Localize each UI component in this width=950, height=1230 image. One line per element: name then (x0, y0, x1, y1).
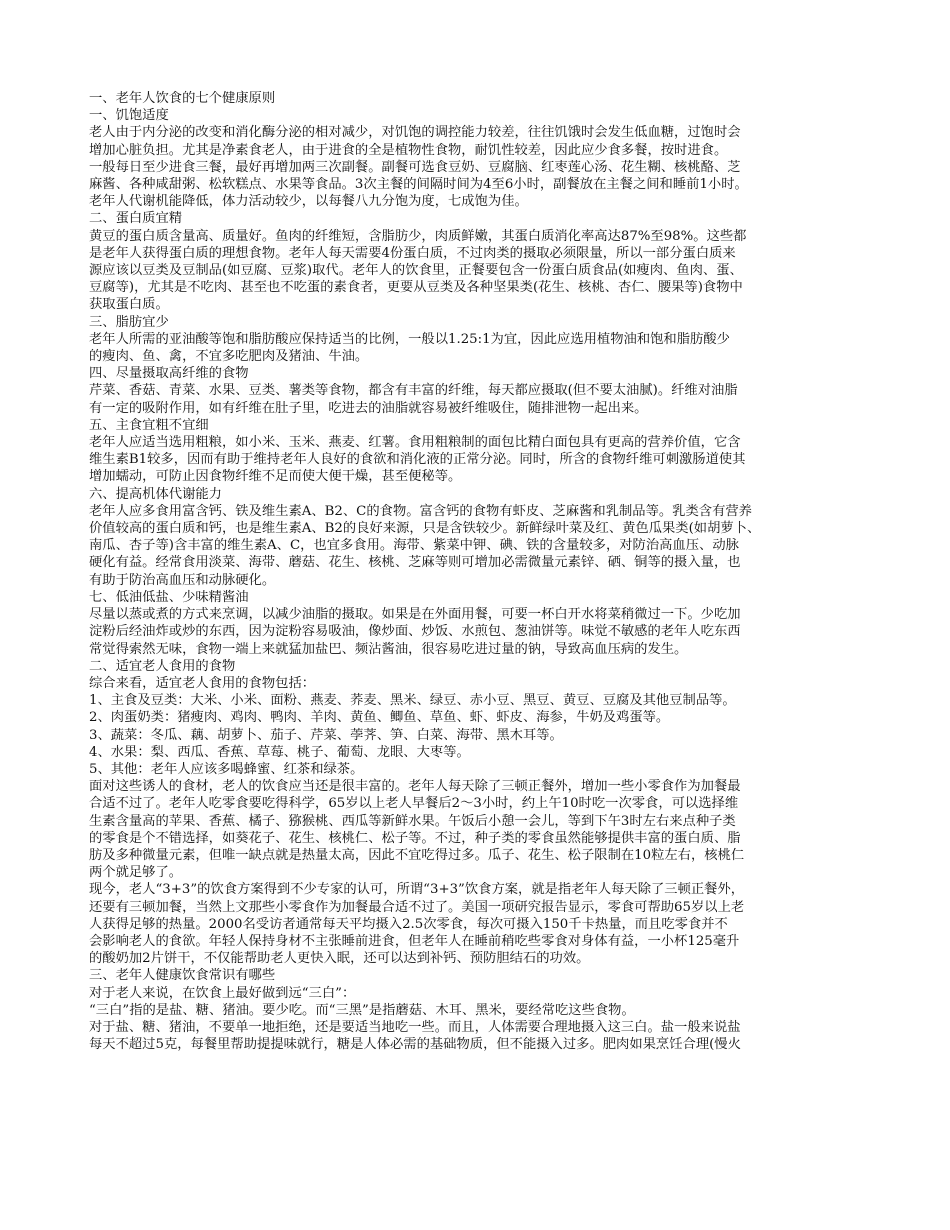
paragraph-line: 的瘦肉、鱼、禽，不宜多吃肥肉及猪油、牛油。 (89, 349, 369, 365)
paragraph-line: “三白”指的是盐、糖、猪油。要少吃。而“三黑”是指蘑菇、木耳、黑米，要经常吃这些食物。 (89, 1002, 635, 1018)
list-item: 5、其他：老年人应该多喝蜂蜜、红茶和绿茶。 (89, 761, 364, 777)
paragraph-line: 有助于防治高血压和动脉硬化。 (89, 572, 276, 588)
paragraph-line: 对于老人来说，在饮食上最好做到远“三白”： (89, 985, 356, 1001)
paragraph-line: 获取蛋白质。 (89, 297, 169, 313)
section-heading: 四、尽量摄取高纤维的食物 (89, 366, 249, 382)
paragraph-line: 硬化有益。经常食用淡菜、海带、蘑菇、花生、核桃、芝麻等则可增加必需微量元素锌、硒、铜等的摄入量，也 (89, 555, 741, 571)
paragraph-line: 是老年人获得蛋白质的理想食物。老年人每天需要4份蛋白质，不过肉类的摄取必须限量，所以一部分蛋白质来 (89, 245, 736, 261)
paragraph-line: 尽量以蒸或煮的方式来烹调，以减少油脂的摄取。如果是在外面用餐，可要一杯白开水将菜稍微过一下。少吃加 (89, 607, 741, 623)
paragraph-line: 源应该以豆类及豆制品(如豆腐、豆浆)取代。老年人的饮食里，正餐要包含一份蛋白质食品(如瘦肉、鱼肉、蛋、 (89, 263, 743, 279)
paragraph-line: 每天不超过5克，每餐里帮助提提味就行，糖是人体必需的基础物质，但不能摄入过多。肥肉如果烹饪合理(慢火 (89, 1037, 741, 1053)
paragraph-line: 价值较高的蛋白质和钙，也是维生素A、B2的良好来源，只是含铁较少。新鲜绿叶菜及红、黄色瓜果类(如胡萝卜、 (89, 521, 761, 537)
paragraph-line: 会影响老人的食欲。年轻人保持身材不主张睡前进食，但老年人在睡前稍吃些零食对身体有益，一小杯125毫升 (89, 933, 740, 949)
paragraph-line: 增加蠕动，可防止因食物纤维不足而使大便干燥，甚至便秘等。 (89, 469, 462, 485)
paragraph-line: 淀粉后经油炸或炒的东西，因为淀粉容易吸油，像炒面、炒饭、水煎包、葱油饼等。味觉不敏感的老年人吃东西 (89, 624, 741, 640)
list-item: 1、主食及豆类：大米、小米、面粉、燕麦、荞麦、黑米、绿豆、赤小豆、黑豆、黄豆、豆腐及其他豆制品等。 (89, 693, 736, 709)
paragraph-line: 南瓜、杏子等)含丰富的维生素A、C，也宜多食用。海带、紫菜中钾、碘、铁的含量较多，对防治高血压、动脉 (89, 538, 739, 554)
paragraph-line: 现今，老人“3+3”的饮食方案得到不少专家的认可，所谓“3+3”饮食方案，就是指老年人每天除了三顿正餐外， (89, 882, 745, 898)
paragraph-line: 维生素B1较多，因而有助于维持老年人良好的食欲和消化液的正常分泌。同时，所含的食物纤维可刺激肠道使其 (89, 452, 746, 468)
paragraph-line: 对于盐、糖、猪油，不要单一地拒绝，还是要适当地吃一些。而且，人体需要合理地摄入这三白。盐一般来说盐 (89, 1019, 741, 1035)
section-heading: 七、低油低盐、少味精酱油 (89, 589, 249, 605)
paragraph-line: 面对这些诱人的食材，老人的饮食应当还是很丰富的。老年人每天除了三顿正餐外，增加一些小零食作为加餐最 (89, 779, 741, 795)
paragraph-line: 黄豆的蛋白质含量高、质量好。鱼肉的纤维短，含脂肪少，肉质鲜嫩，其蛋白质消化率高达87%至98%。这些都 (89, 228, 747, 244)
section-heading: 二、适宜老人食用的食物 (89, 658, 236, 674)
paragraph-line: 的零食是个不错选择，如葵花子、花生、核桃仁、松子等。不过，种子类的零食虽然能够提供丰富的蛋白质、脂 (89, 830, 741, 846)
paragraph-line: 增加心脏负担。尤其是净素食老人，由于进食的全是植物性食物，耐饥性较差，因此应少食多餐，按时进食。 (89, 142, 728, 158)
section-heading: 三、脂肪宜少 (89, 314, 169, 330)
paragraph-line: 豆腐等)，尤其是不吃肉、甚至也不吃蛋的素食者，更要从豆类及各种坚果类(花生、核桃、杏仁、腰果等)食物中 (89, 280, 743, 296)
paragraph-line: 的酸奶加2片饼干，不仅能帮助老人更快入眠，还可以达到补钙、预防胆结石的功效。 (89, 951, 590, 967)
paragraph-line: 老人由于内分泌的改变和消化酶分泌的相对减少，对饥饱的调控能力较差，往往饥饿时会发生低血糖，过饱时会 (89, 125, 741, 141)
paragraph-line: 生素含量高的苹果、香蕉、橘子、猕猴桃、西瓜等新鲜水果。午饭后小憩一会儿，等到下午3时左右来点种子类 (89, 813, 736, 829)
paragraph-line: 肪及多种微量元素，但唯一缺点就是热量太高，因此不宜吃得过多。瓜子、花生、松子限制在10粒左右，核桃仁 (89, 847, 745, 863)
paragraph-line: 老年人所需的亚油酸等饱和脂肪酸应保持适当的比例，一般以1.25:1为宜，因此应选用植物油和饱和脂肪酸少 (89, 331, 730, 347)
paragraph-line: 老年人代谢机能降低，体力活动较少，以每餐八九分饱为度，七成饱为佳。 (89, 194, 528, 210)
paragraph-line: 常觉得索然无味，食物一端上来就猛加盐巴、频沾酱油，很容易吃进过量的钠，导致高血压病的发生。 (89, 641, 688, 657)
section-heading: 五、主食宜粗不宜细 (89, 417, 209, 433)
list-item: 4、水果：梨、西瓜、香蕉、草莓、桃子、葡萄、龙眼、大枣等。 (89, 744, 470, 760)
paragraph-line: 老年人应多食用富含钙、铁及维生素A、B2、C的食物。富含钙的食物有虾皮、芝麻酱和乳制品等。乳类含有营养 (89, 503, 752, 519)
doc-heading: 一、老年人饮食的七个健康原则 (89, 91, 276, 106)
paragraph-line: 人获得足够的热量。2000名受访者通常每天平均摄入2.5次零食，每次可摄入150千卡热量，而且吃零食并不 (89, 916, 728, 932)
paragraph-line: 有一定的吸附作用，如有纤维在肚子里，吃进去的油脂就容易被纤维吸住，随排泄物一起出来。 (89, 400, 648, 416)
section-heading: 一、饥饱适度 (89, 108, 169, 124)
paragraph-line: 芹菜、香菇、青菜、水果、豆类、薯类等食物，都含有丰富的纤维，每天都应摄取(但不要太油腻)。纤维对油脂 (89, 383, 738, 399)
paragraph-line: 一般每日至少进食三餐，最好再增加两三次副餐。副餐可选食豆奶、豆腐脑、红枣莲心汤、花生糊、核桃酪、芝 (89, 159, 741, 175)
section-heading: 二、蛋白质宜精 (89, 211, 183, 227)
list-item: 3、蔬菜：冬瓜、藕、胡萝卜、茄子、芹菜、荸荠、笋、白菜、海带、黑木耳等。 (89, 727, 563, 743)
list-item: 2、肉蛋奶类：猪瘦肉、鸡肉、鸭肉、羊肉、黄鱼、鲫鱼、草鱼、虾、虾皮、海参，牛奶及鸡蛋等。 (89, 710, 670, 726)
paragraph-line: 还要有三顿加餐，当然上文那些小零食作为加餐最合适不过了。美国一项研究报告显示，零食可帮助65岁以上老 (89, 899, 745, 915)
section-heading: 六、提高机体代谢能力 (89, 486, 222, 502)
paragraph-line: 麻酱、各种咸甜粥、松软糕点、水果等食品。3次主餐的间隔时间为4至6小时，副餐放在主餐之间和睡前1小时。 (89, 177, 748, 193)
paragraph-line: 老年人应适当选用粗粮，如小米、玉米、燕麦、红薯。食用粗粮制的面包比精白面包具有更高的营养价值，它含 (89, 435, 741, 451)
section-heading: 三、老年人健康饮食常识有哪些 (89, 968, 276, 984)
paragraph-line: 合适不过了。老年人吃零食要吃得科学，65岁以上老人早餐后2～3小时，约上午10时吃一次零食，可以选择维 (89, 796, 739, 812)
paragraph-line: 两个就足够了。 (89, 865, 183, 881)
document-body (89, 90, 864, 1053)
paragraph-line: 综合来看，适宜老人食用的食物包括： (89, 675, 316, 691)
